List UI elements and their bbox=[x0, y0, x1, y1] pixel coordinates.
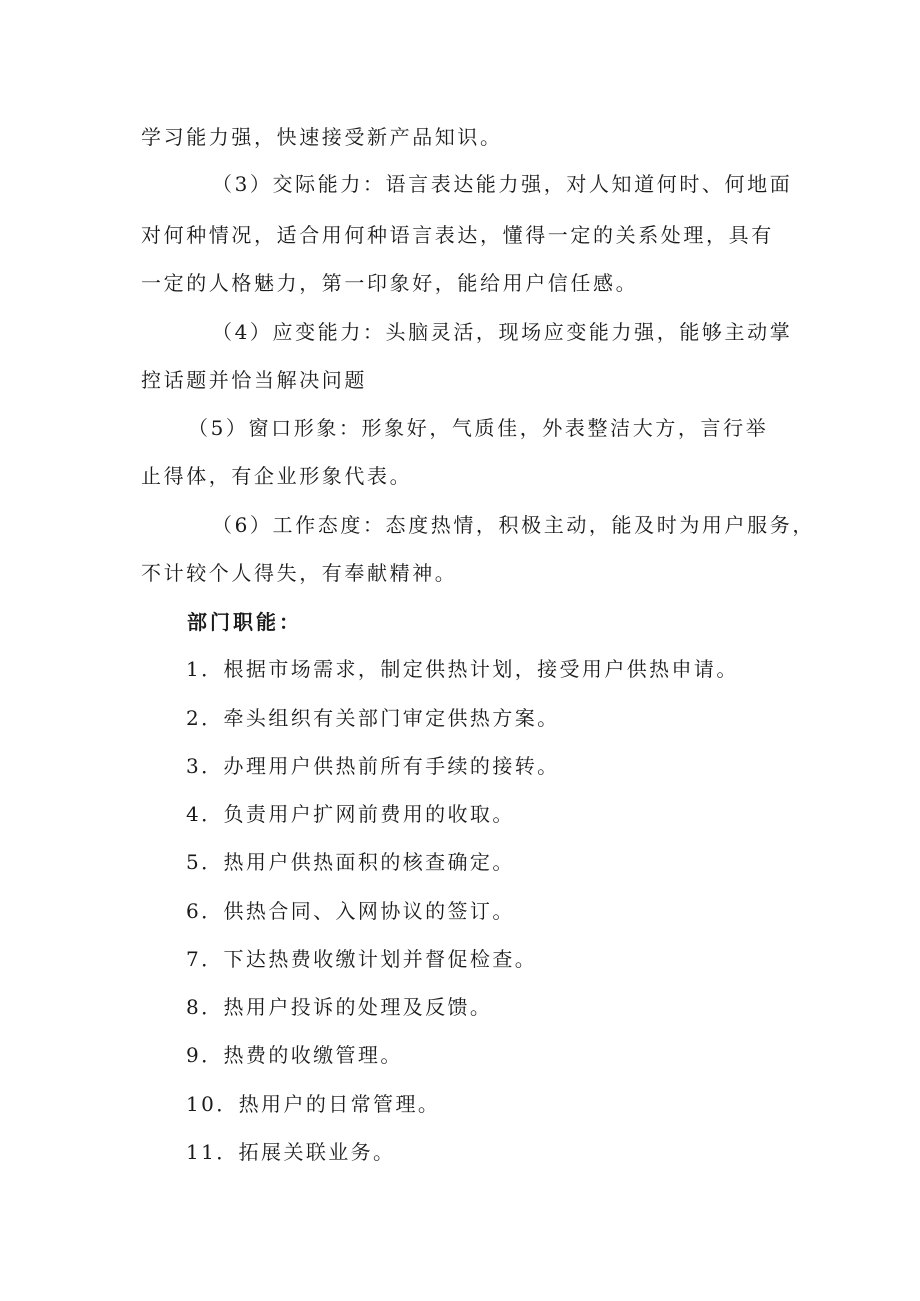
paragraph-line: （4）应变能力：头脑灵活，现场应变能力强，能够主动掌 bbox=[212, 320, 793, 344]
list-item: 6．供热合同、入网协议的签订。 bbox=[186, 899, 515, 923]
list-item: 5．热用户供热面积的核查确定。 bbox=[186, 850, 515, 874]
paragraph-line: （5）窗口形象：形象好，气质佳，外表整洁大方，言行举 bbox=[188, 416, 769, 440]
list-item: 7．下达热费收缴计划并督促检查。 bbox=[186, 947, 538, 971]
list-item: 9．热费的收缴管理。 bbox=[186, 1043, 403, 1067]
list-item: 8．热用户投诉的处理及反馈。 bbox=[186, 995, 493, 1019]
paragraph-line: （3）交际能力：语言表达能力强，对人知道何时、何地面 bbox=[212, 172, 793, 196]
list-item: 4．负责用户扩网前费用的收取。 bbox=[186, 802, 515, 826]
paragraph-line: 对何种情况，适合用何种语言表达，懂得一定的关系处理，具有 bbox=[141, 223, 774, 247]
paragraph-line: 一定的人格魅力，第一印象好，能给用户信任感。 bbox=[141, 271, 639, 295]
list-item: 2．牵头组织有关部门审定供热方案。 bbox=[186, 706, 560, 730]
list-item: 1．根据市场需求，制定供热计划，接受用户供热申请。 bbox=[186, 657, 739, 681]
paragraph-line: （6）工作态度：态度热情，积极主动，能及时为用户服务， bbox=[212, 513, 815, 537]
paragraph-line: 学习能力强，快速接受新产品知识。 bbox=[141, 125, 503, 149]
section-heading: 部门职能： bbox=[187, 610, 302, 634]
paragraph-line: 控话题并恰当解决问题 bbox=[141, 368, 367, 392]
paragraph-line: 不计较个人得失，有奉献精神。 bbox=[141, 561, 458, 585]
list-item: 11．拓展关联业务。 bbox=[186, 1140, 396, 1164]
list-item: 10．热用户的日常管理。 bbox=[186, 1092, 441, 1116]
paragraph-line: 止得体，有企业形象代表。 bbox=[141, 464, 413, 488]
list-item: 3．办理用户供热前所有手续的接转。 bbox=[186, 754, 560, 778]
